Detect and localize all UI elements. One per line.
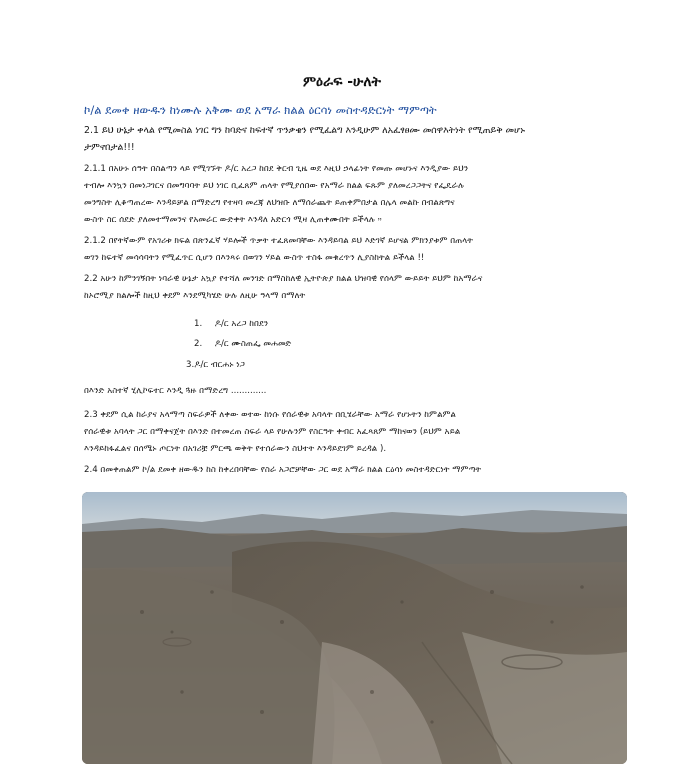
text-line: ወገን ከፍተኛ መሳሳባትን የሚፈጥር ሲሆን በእንጻሩ በወገን ሃይል ውስጥ ተስፋ መቁረጥን ሊያስከትል ይችላል !!	[84, 253, 425, 263]
name-list	[194, 314, 291, 354]
text-line: ታምኖበታል!!!	[84, 142, 135, 153]
text-line: ተብሎ እንኳን በመነጋገርና በመግባባት ይህ ነገር ቢፈጸም ጠላት የሚያሰበው የአማራ ክልል ፍጹም ያለመረጋጋትና የፌዴራሉ	[84, 181, 465, 191]
text-line: 2.3 ቀደም ሲል ከራያና አላማጣ ስፍራዎች ለቀው ወተው ከነሱ የሰራዊቱ አባላት በቢሄራቸው አማራ የሆኑትን ከምልምል	[84, 410, 457, 420]
paragraph-2-1-2	[84, 233, 636, 267]
paragraph-2-1	[84, 122, 636, 156]
text-line: ከኦሮሚያ ክልሎች ከዚህ ቀደም እንደሚካሄድ ሁሉ ለዚሁ ዓላማ በማለት	[84, 291, 306, 301]
paragraph-2-3	[84, 407, 636, 458]
text-line: መንግስት ሊቆጣጠረው እንዳይቻል በማድረግ የተዛባ መረጃ ለህዝቡ ለማሰራጨት ይጠቀምበታል በሌላ መልኩ በብልጽግና	[84, 198, 455, 208]
paragraph-2-4	[84, 462, 636, 479]
landscape-photo	[82, 492, 627, 764]
chapter-title: ምዕራፍ -ሁለት	[302, 74, 381, 90]
text-line: የሰራዊቱ አባላት ጋር በማቀናጀት በእንድ በተመረጠ ስፍራ ላይ የሁሉንም የስርዓት ቀብር አፈጻጸም ማከናወን (ይህም አይል	[84, 427, 461, 437]
list-item-text: ዶ/ር አረጋ ከበደን	[214, 319, 269, 329]
text-line: ውስጥ ስር ሰደድ ያለመተማመንና የአመራር ውድቀት እንዳለ አድርጎ ሚዛ ሊጠቀሙበት ይችላሉ ።	[84, 215, 382, 225]
paragraph-2-1-1	[84, 161, 636, 229]
list-item-text: ዶ/ር ሙስጠፌ መሐመድ	[214, 339, 292, 349]
text-line: በእንድ አስተኛ ሂሊኮፍተር እንዲ ጓዙ በማድረግ .............	[84, 386, 267, 396]
text-line: 2.1 ይህ ሁኔታ ቀላል የሚመስል ነገር ግን ከባድና ከፍተኛ ጥንቃቄን የሚፈልግ እንዲሁም ለአፈፃፀሙ መሰዋእትነት የሚጠይቅ መሆኑ	[84, 125, 525, 136]
list-item	[194, 334, 291, 354]
list-item-3: 3.ዶ/ር ብርሐኑ ነጋ	[186, 360, 245, 370]
paragraph-after-list	[84, 383, 636, 400]
text-line: 2.1.2 በየትኛውም የአገሪቱ ክፍል በጽንፈኛ ሃይሎች ጥቃት ተፈጸመባቸው እንዳይባል ይህ እድገኛ ይሆናል ምክንያቱም በጠላት	[84, 236, 474, 246]
text-line: እንዳይከፋፈልና በሰሜኑ ጦርነት በአገሪቿ ምርጫ ወቅት የተሰራውን ስህተት እንዳይደገም ይረዳል ).	[84, 444, 387, 454]
list-item-number: 2.	[194, 339, 203, 349]
list-item-number: 1.	[194, 319, 203, 329]
list-item	[194, 314, 291, 334]
text-line: 2.1.1 በአሁኑ ሰዓት በስልጣን ላይ የሚገኙት ዶ/ር አረጋ ከበደ ቅርብ ጊዜ ወደ እዚህ ኃላፊነት የመጡ መሆኑና እንዲያው ይህን	[84, 164, 469, 174]
text-line: 2.4 በመቀጠልም ኮ/ል ደመቀ ዘውዱን ከስ ከቀረበባቸው የስራ አጋሮቻቸው ጋር ወደ አማራ ክልል ርዕሳነ መስተዳድርነት ማምጣት	[84, 465, 482, 475]
text-line: 2.2 አሁን ከምንገኝበት ነባራዊ ሁኔታ አኳያ የተሻለ መንገድ በማስከለዊ ኢትዮጵያ ክልል ህዝባዊ የሰላም ውይይት ይህም ከአማራና	[84, 274, 483, 284]
paragraph-2-2	[84, 271, 636, 305]
section-heading: ኮ/ል ደመቀ ዘውዱን ከነሙሉ አቅሙ ወደ አማራ ክልል ዕርሳነ መስተዳድርነት ማምጣት	[84, 103, 437, 117]
